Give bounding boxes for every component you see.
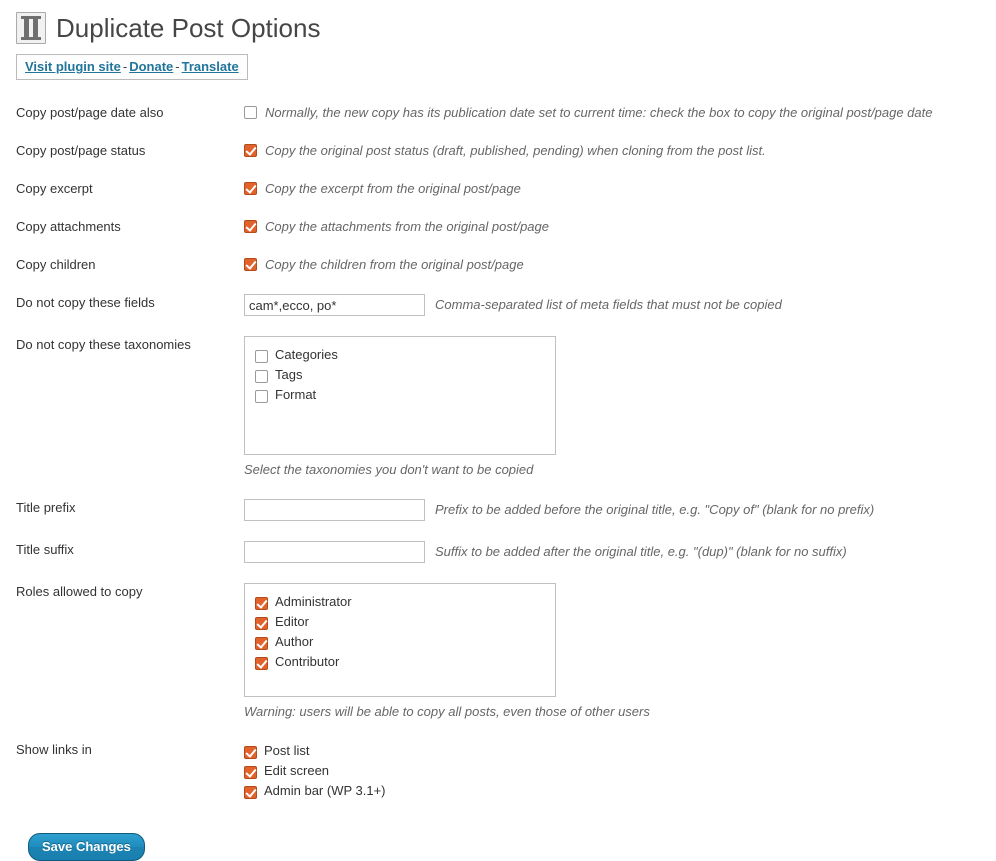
show-links-label-admin-bar: Admin bar (WP 3.1+) <box>264 783 386 798</box>
show-links-checklist <box>244 741 984 801</box>
checkbox-taxonomy-tags[interactable] <box>255 370 268 383</box>
taxonomy-label-format: Format <box>275 387 317 402</box>
title-prefix-input[interactable] <box>244 499 425 521</box>
label-no-copy-fields: Do not copy these fields <box>16 295 155 310</box>
list-item[interactable] <box>255 345 547 365</box>
role-label-administrator: Administrator <box>275 594 352 609</box>
checkbox-show-links-post-list[interactable] <box>244 746 257 759</box>
row-roles <box>16 573 984 731</box>
checkbox-copy-attachments[interactable] <box>244 220 257 233</box>
checkbox-copy-children[interactable] <box>244 258 257 271</box>
row-copy-status <box>16 132 984 170</box>
label-copy-attachments: Copy attachments <box>16 219 121 234</box>
label-copy-status: Copy post/page status <box>16 143 146 158</box>
checkbox-role-contributor[interactable] <box>255 657 268 670</box>
role-label-editor: Editor <box>275 614 309 629</box>
roles-listbox[interactable] <box>244 583 556 697</box>
label-title-prefix: Title prefix <box>16 500 76 515</box>
taxonomy-label-tags: Tags <box>275 367 303 382</box>
duplicate-post-icon <box>16 12 46 44</box>
title-suffix-input[interactable] <box>244 541 425 563</box>
row-copy-date <box>16 94 984 132</box>
checkbox-role-editor[interactable] <box>255 617 268 630</box>
label-roles: Roles allowed to copy <box>16 584 143 599</box>
row-title-suffix <box>16 531 984 573</box>
desc-title-prefix: Prefix to be added before the original title, e.g. "Copy of" (blank for no prefix) <box>435 502 875 517</box>
role-label-author: Author <box>275 634 314 649</box>
row-no-copy-taxonomies <box>16 326 984 489</box>
save-changes-button[interactable]: Save Changes <box>28 833 145 861</box>
list-item[interactable] <box>255 385 547 405</box>
page-title: Duplicate Post Options <box>56 13 321 43</box>
label-show-links: Show links in <box>16 742 92 757</box>
label-copy-date: Copy post/page date also <box>16 105 164 120</box>
caption-taxonomies: Select the taxonomies you don't want to be copied <box>244 462 534 477</box>
checkbox-role-administrator[interactable] <box>255 597 268 610</box>
list-item[interactable] <box>244 741 984 761</box>
list-item[interactable] <box>244 781 984 801</box>
row-title-prefix <box>16 489 984 531</box>
list-item[interactable] <box>255 365 547 385</box>
no-copy-fields-input[interactable] <box>244 294 425 316</box>
list-item[interactable] <box>255 592 547 612</box>
desc-copy-excerpt: Copy the excerpt from the original post/page <box>265 181 521 196</box>
checkbox-show-links-admin-bar[interactable] <box>244 786 257 799</box>
list-item[interactable] <box>255 632 547 652</box>
label-no-copy-taxonomies: Do not copy these taxonomies <box>16 337 191 352</box>
caption-roles: Warning: users will be able to copy all posts, even those of other users <box>244 704 650 719</box>
desc-copy-attachments: Copy the attachments from the original post/page <box>265 219 549 234</box>
label-title-suffix: Title suffix <box>16 542 74 557</box>
desc-no-copy-fields: Comma-separated list of meta fields that must not be copied <box>435 297 782 312</box>
visit-plugin-site-link[interactable]: Visit plugin site <box>25 59 121 74</box>
desc-title-suffix: Suffix to be added after the original title, e.g. "(dup)" (blank for no suffix) <box>435 544 847 559</box>
show-links-label-post-list: Post list <box>264 743 310 758</box>
checkbox-taxonomy-categories[interactable] <box>255 350 268 363</box>
options-form-table <box>16 94 984 811</box>
page-header <box>16 12 982 44</box>
show-links-label-edit-screen: Edit screen <box>264 763 330 778</box>
taxonomy-label-categories: Categories <box>275 347 338 362</box>
label-copy-children: Copy children <box>16 257 96 272</box>
taxonomies-listbox[interactable] <box>244 336 556 455</box>
role-label-contributor: Contributor <box>275 654 340 669</box>
row-copy-children <box>16 246 984 284</box>
checkbox-copy-date[interactable] <box>244 106 257 119</box>
link-separator-2: - <box>175 59 180 74</box>
donate-link[interactable]: Donate <box>129 59 174 74</box>
plugin-links <box>16 54 248 80</box>
desc-copy-status: Copy the original post status (draft, published, pending) when cloning from the post list. <box>265 143 766 158</box>
list-item[interactable] <box>244 761 984 781</box>
desc-copy-children: Copy the children from the original post/page <box>265 257 524 272</box>
label-copy-excerpt: Copy excerpt <box>16 181 93 196</box>
submit-area <box>28 833 982 861</box>
row-copy-attachments <box>16 208 984 246</box>
list-item[interactable] <box>255 652 547 672</box>
row-no-copy-fields <box>16 284 984 326</box>
checkbox-copy-status[interactable] <box>244 144 257 157</box>
list-item[interactable] <box>255 612 547 632</box>
link-separator-1: - <box>122 59 128 74</box>
desc-copy-date: Normally, the new copy has its publication date set to current time: check the box to copy the original post/page date <box>265 105 933 120</box>
checkbox-show-links-edit-screen[interactable] <box>244 766 257 779</box>
row-copy-excerpt <box>16 170 984 208</box>
translate-link[interactable]: Translate <box>181 59 239 74</box>
checkbox-taxonomy-format[interactable] <box>255 390 268 403</box>
row-show-links <box>16 731 984 811</box>
checkbox-role-author[interactable] <box>255 637 268 650</box>
checkbox-copy-excerpt[interactable] <box>244 182 257 195</box>
